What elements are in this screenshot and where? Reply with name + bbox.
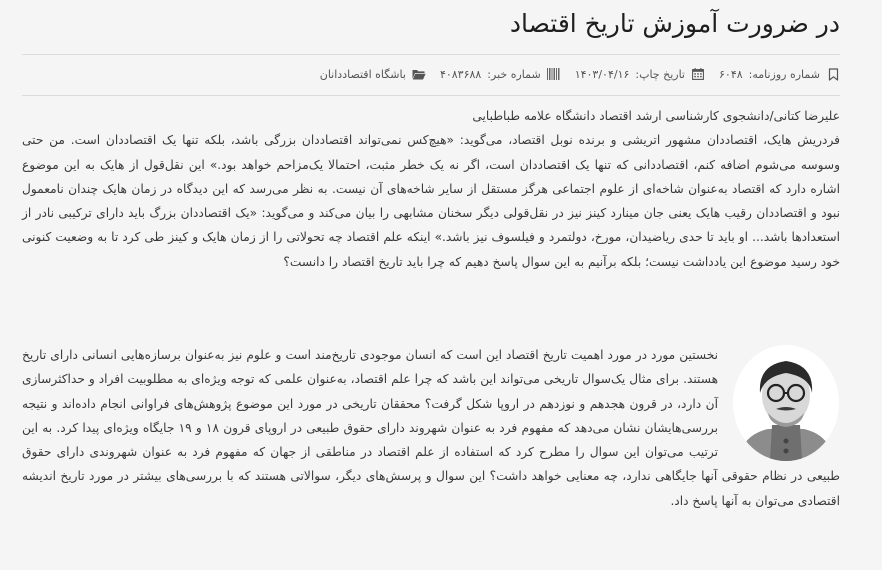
divider-top <box>22 54 840 55</box>
category-link[interactable]: باشگاه اقتصاددانان <box>319 67 406 81</box>
folder-icon <box>412 67 426 81</box>
print-date-label: تاریخ چاپ: <box>635 67 685 81</box>
author-portrait <box>732 343 840 463</box>
print-date: ۱۴۰۳/۰۴/۱۶ <box>574 67 630 81</box>
article-intro <box>22 104 840 274</box>
news-number: ۴۰۸۳۶۸۸ <box>439 67 482 81</box>
barcode-icon <box>547 67 561 81</box>
article-section <box>22 343 840 513</box>
author-byline: علیرضا کتانی/دانشجوی کارشناسی ارشد اقتصاد دانشگاه علامه طباطبایی <box>472 109 840 123</box>
divider-bottom <box>22 95 840 96</box>
news-number-label: شماره خبر: <box>487 67 541 81</box>
article-meta <box>320 63 840 85</box>
newspaper-number: ۶۰۴۸ <box>719 67 743 81</box>
calendar-icon <box>691 67 705 81</box>
bookmark-icon[interactable] <box>826 67 840 81</box>
article-title: در ضرورت آموزش تاریخ اقتصاد <box>509 9 840 38</box>
paragraph-2: نخستین مورد در مورد اهمیت تاریخ اقتصاد این است که انسان موجودی تاریخ‌مند است و علوم نیز به‌عنوان برسازه‌هایی انسانی دارای تاریخ هستند. برای مثال یک‌سوال تاریخی می‌تواند این باشد که چرا علم اقتصاد، به‌عنوان علمی که توجه ویژه‌ای به مطلوبیت افراد و حداکثرسازی آن دارد، در قرون هجدهم و نوزدهم در اروپا شکل گرفت؟ محققان تاریخی در مورد این موضوع پژوهش‌های فراوانی انجام داده‌اند و نتیجه بررسی‌هایشان نشان می‌دهد که مفهوم فرد به عنوان شهروند دارای حقوق طبیعی در اروپای قرون ۱۸ و ۱۹ جایگاه ویژه‌ای پیدا کرد. به این ترتیب می‌توان این سوال را مطرح کرد که استفاده از علم اقتصاد در مناطقی از جهان که مفهوم فرد به عنوان شهروندی دارای حقوق طبیعی در نظام حقوقی آنها جایگاهی ندارد، چه معنایی خواهد داشت؟ این سوال و پرسش‌های دیگر، سوالاتی هستند که با بررسی‌های بیشتر در مورد تاریخ اندیشه اقتصادی می‌توان به آنها پاسخ داد. <box>22 348 840 508</box>
newspaper-number-label: شماره روزنامه: <box>748 67 820 81</box>
paragraph-1: فردریش هایک، اقتصاددان مشهور اتریشی و برنده نوبل اقتصاد، می‌گوید: «هیچ‌کس نمی‌تواند اقتصاددان بزرگی باشد، بلکه تنها یک اقتصاددان است. من حتی وسوسه می‌شوم اضافه کنم، اقتصاددانی که تنها یک اقتصاددان است، اگر نه یک خطر مثبت، احتمالا یک‌مزاحم خواهد بود.» این نقل‌قول از هایک به این موضوع اشاره دارد که اقتصاد به‌عنوان شاخه‌ای از علوم اجتماعی هرگز مستقل از سایر شاخه‌های آن نیست. به نظر می‌رسد که این دیدگاه در زمان هایک چندان نامعمول نبود و اقتصاددان رقیب هایک یعنی جان مینارد کینز نیز در نقل‌قولی دیگر سخنان مشابهی را بیان می‌کند و می‌گوید: «یک اقتصاددان بزرگ باید دارای ترکیبی نادر از استعدادها باشد... او باید تا حدی ریاضیدان، مورخ، دولتمرد و فیلسوف نیز باشد.» اینکه علم اقتصاد چه تحولاتی را از زمان هایک و کینز طی کرد تا به وضعیت کنونی خود رسید موضوع این یادداشت نیست؛ بلکه برآنیم به این سوال پاسخ دهیم که چرا باید تاریخ اقتصاد را دانست؟ <box>22 133 840 269</box>
